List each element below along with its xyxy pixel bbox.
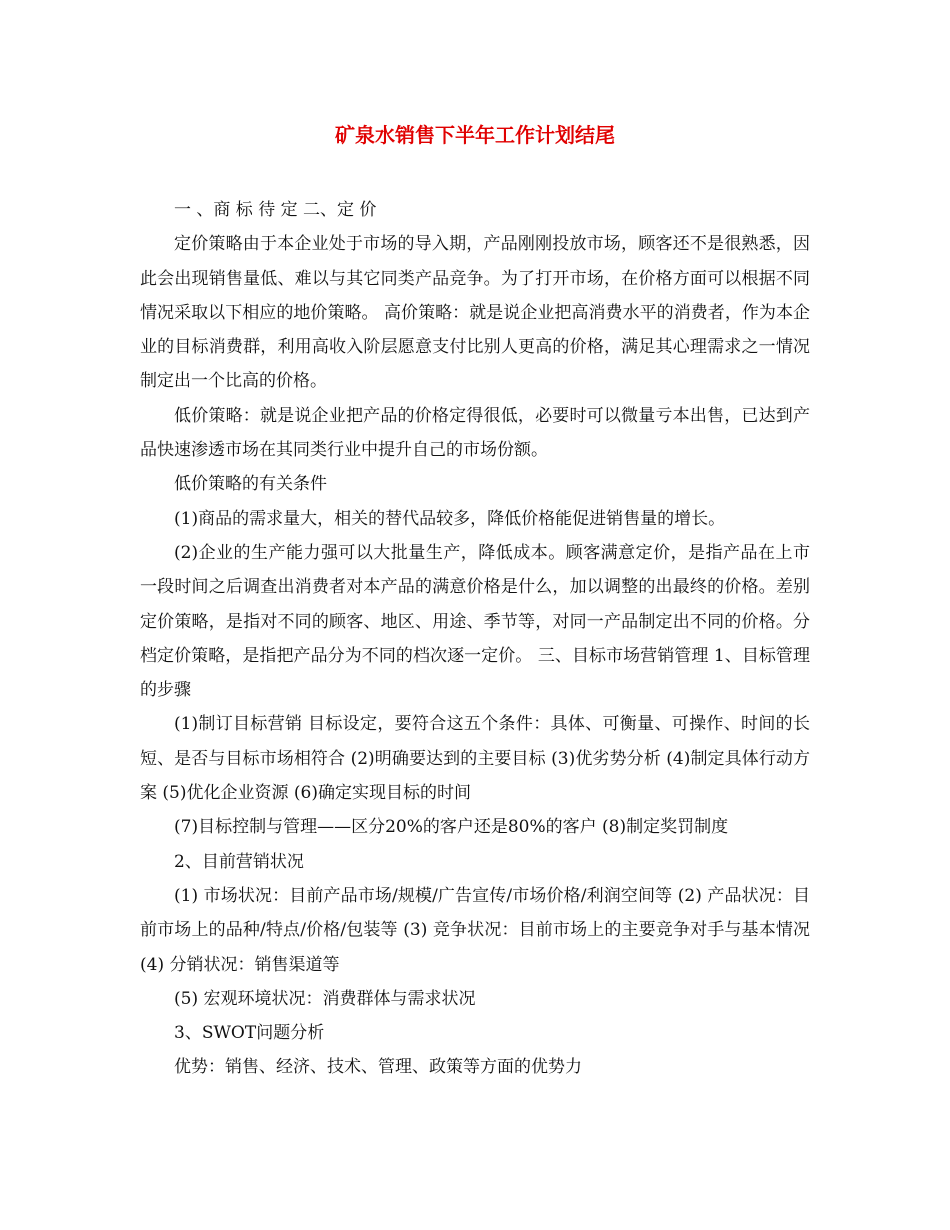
paragraph-pricing-strategy: 定价策略由于本企业处于市场的导入期，产品刚刚投放市场，顾客还不是很熟悉，因此会出现销售量低、难以与其它同类产品竞争。为了打开市场，在价格方面可以根据不同情况采取以下相应的地价策略。 高价策略：就是说企业把高消费水平的消费者，作为本企业的目标消费群，利用高收入阶层愿意支付比别人更高的价格，满足其心理需求之一情况制定出一个比高的价格。 — [140, 234, 810, 392]
paragraph-condition-1: (1)商品的需求量大，相关的替代品较多，降低价格能促进销售量的增长。 — [174, 508, 726, 529]
paragraph-swot-heading: 3、SWOT问题分析 — [174, 1023, 325, 1044]
paragraph-current-marketing-heading: 2、目前营销状况 — [174, 851, 304, 872]
paragraph-target-control: (7)目标控制与管理——区分20%的客户还是80%的客户 (8)制定奖罚制度 — [174, 817, 729, 838]
paragraph-low-price-strategy: 低价策略：就是说企业把产品的价格定得很低，必要时可以微量亏本出售，已达到产品快速渗透市场在其同类行业中提升自己的市场份额。 — [140, 405, 810, 461]
paragraph-macro-environment: (5) 宏观环境状况：消费群体与需求状况 — [174, 988, 476, 1009]
paragraph-condition-2: (2)企业的生产能力强可以大批量生产，降低成本。顾客满意定价，是指产品在上市一段时间之后调查出消费者对本产品的满意价格是什么，加以调整的出最终的价格。差别定价策略，是指对不同的顾客、地区、用途、季节等，对同一产品制定出不同的价格。分档定价策略，是指把产品分为不同的档次逐一定价。 三、目标市场营销管理 1、目标管理的步骤 — [140, 542, 810, 701]
document-body — [140, 193, 810, 1085]
paragraph-market-status: (1) 市场状况：目前产品市场/规模/广告宣传/市场价格/利润空间等 (2) 产品状况：目前市场上的品种/特点/价格/包装等 (3) 竞争状况：目前市场上的主要竞争对手与基本情况 (4) 分销状况：销售渠道等 — [140, 885, 810, 975]
paragraph-trademark-pricing-heading: 一 、商 标 待 定 二、定 价 — [174, 200, 377, 220]
paragraph-strengths: 优势：销售、经济、技术、管理、政策等方面的优势力 — [174, 1057, 582, 1078]
paragraph-target-marketing-steps: (1)制订目标营销 目标设定，要符合这五个条件：具体、可衡量、可操作、时间的长短、是否与目标市场相符合 (2)明确要达到的主要目标 (3)优劣势分析 (4)制定具体行动方案 (5)优化企业资源 (6)确定实现目标的时间 — [140, 714, 810, 804]
document-title: 矿泉水销售下半年工作计划结尾 — [335, 123, 615, 147]
paragraph-low-price-conditions-heading: 低价策略的有关条件 — [174, 474, 327, 495]
